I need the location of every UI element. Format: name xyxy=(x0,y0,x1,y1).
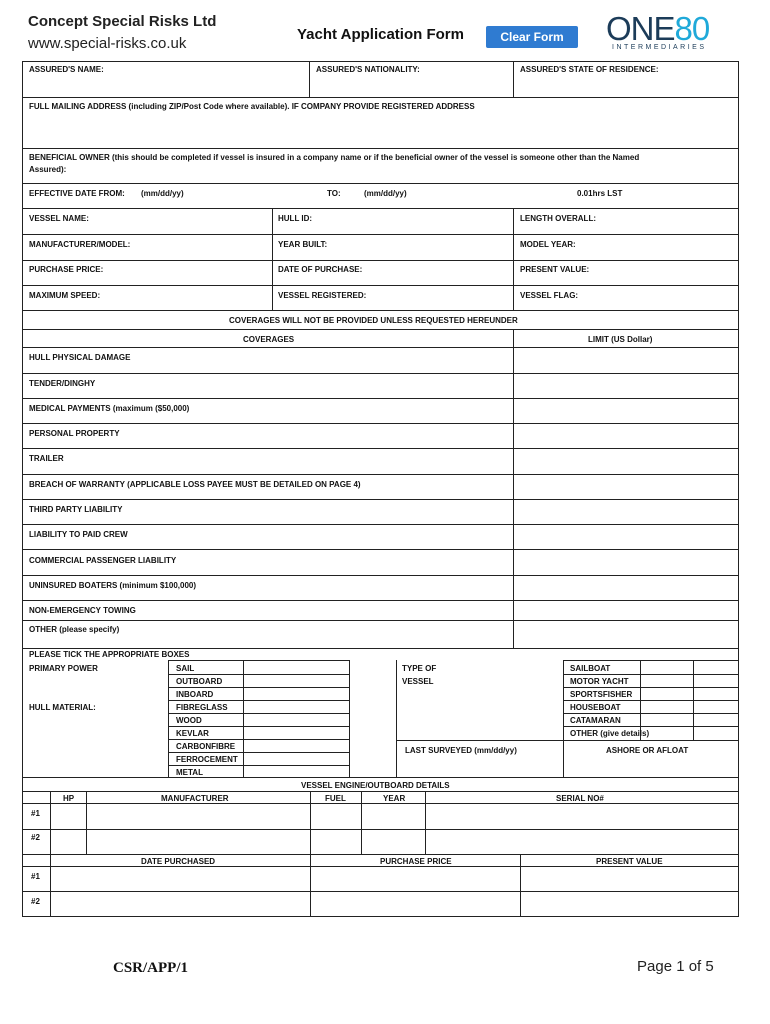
model-year-label: MODEL YEAR: xyxy=(520,240,576,249)
type-option-sportsfisher: SPORTSFISHER xyxy=(570,690,633,699)
hull-material-label: HULL MATERIAL: xyxy=(29,703,96,712)
power-option-inboard: INBOARD xyxy=(176,690,214,699)
company-url[interactable]: www.special-risks.co.uk xyxy=(28,35,187,52)
form-code: CSR/APP/1 xyxy=(113,960,188,976)
engine-row-label: #1 xyxy=(31,809,40,818)
coverages-notice: COVERAGES WILL NOT BE PROVIDED UNLESS REQUESTED HEREUNDER xyxy=(229,316,518,325)
hull-option-fibreglass: FIBREGLASS xyxy=(176,703,228,712)
power-option-outboard: OUTBOARD xyxy=(176,677,223,686)
purchase-price-column-header: PURCHASE PRICE xyxy=(380,857,452,866)
manufacturer-column-header: MANUFACTURER xyxy=(161,794,229,803)
hp-column-header: HP xyxy=(63,794,75,803)
coverage-item: COMMERCIAL PASSENGER LIABILITY xyxy=(29,556,177,565)
logo-text-accent: 80 xyxy=(674,10,710,47)
engine-row-label: #2 xyxy=(31,897,40,906)
hull-option-wood: WOOD xyxy=(176,716,202,725)
maximum-speed-label: MAXIMUM SPEED: xyxy=(29,291,101,300)
tick-boxes-heading: PLEASE TICK THE APPROPRIATE BOXES xyxy=(29,650,190,659)
ashore-afloat-label: ASHORE OR AFLOAT xyxy=(606,746,689,755)
manufacturer-model-label: MANUFACTURER/MODEL: xyxy=(29,240,131,249)
power-option-sail: SAIL xyxy=(176,664,195,673)
one80-logo xyxy=(606,12,709,46)
wood-checkbox[interactable] xyxy=(244,714,349,726)
type-of-vessel-label: TYPE OF xyxy=(402,664,437,673)
primary-power-label: PRIMARY POWER xyxy=(29,664,98,673)
ferrocement-checkbox[interactable] xyxy=(244,753,349,765)
coverage-item: THIRD PARTY LIABILITY xyxy=(29,505,123,514)
houseboat-checkbox[interactable] xyxy=(641,701,693,713)
coverage-item: MEDICAL PAYMENTS (maximum ($50,000) xyxy=(29,404,190,413)
type-of-vessel-label-cont: VESSEL xyxy=(402,677,434,686)
fuel-column-header: FUEL xyxy=(325,794,346,803)
from-date-format: (mm/dd/yy) xyxy=(141,189,184,198)
hull-option-kevlar: KEVLAR xyxy=(176,729,209,738)
present-value-label: PRESENT VALUE: xyxy=(520,265,590,274)
fibreglass-checkbox[interactable] xyxy=(244,701,349,713)
date-of-purchase-label: DATE OF PURCHASE: xyxy=(278,265,363,274)
vessel-registered-label: VESSEL REGISTERED: xyxy=(278,291,367,300)
assured-nationality-label: ASSURED'S NATIONALITY: xyxy=(316,65,420,74)
limit-column-header: LIMIT (US Dollar) xyxy=(588,335,653,344)
coverage-item: OTHER (please specify) xyxy=(29,625,120,634)
year-built-label: YEAR BUILT: xyxy=(278,240,328,249)
engine-details-heading: VESSEL ENGINE/OUTBOARD DETAILS xyxy=(301,781,450,790)
type-option-other: OTHER (give details) xyxy=(570,729,650,738)
vessel-name-label: VESSEL NAME: xyxy=(29,214,89,223)
coverage-item: TRAILER xyxy=(29,454,64,463)
sail-checkbox[interactable] xyxy=(244,661,349,674)
engine-row-label: #2 xyxy=(31,833,40,842)
type-option-houseboat: HOUSEBOAT xyxy=(570,703,621,712)
effective-from-label: EFFECTIVE DATE FROM: xyxy=(29,189,125,198)
coverage-item: TENDER/DINGHY xyxy=(29,379,96,388)
hull-id-label: HULL ID: xyxy=(278,214,313,223)
coverage-item: LIABILITY TO PAID CREW xyxy=(29,530,128,539)
coverage-item: UNINSURED BOATERS (minimum $100,000) xyxy=(29,581,196,590)
hull-option-carbonfibre: CARBONFIBRE xyxy=(176,742,236,751)
sportsfisher-checkbox[interactable] xyxy=(641,688,693,700)
purchase-price-label: PURCHASE PRICE: xyxy=(29,265,104,274)
assured-residence-label: ASSURED'S STATE OF RESIDENCE: xyxy=(520,65,659,74)
type-option-catamaran: CATAMARAN xyxy=(570,716,621,725)
sailboat-checkbox[interactable] xyxy=(641,661,693,674)
outboard-checkbox[interactable] xyxy=(244,675,349,687)
to-date-format: (mm/dd/yy) xyxy=(364,189,407,198)
company-name: Concept Special Risks Ltd xyxy=(28,13,217,30)
serial-column-header: SERIAL NO# xyxy=(556,794,604,803)
clear-form-button[interactable]: Clear Form xyxy=(486,26,578,48)
beneficial-owner-label: BENEFICIAL OWNER (this should be completed if vessel is insured in a company name or if the beneficial owner of the vessel is someone other than the Named xyxy=(29,153,640,162)
catamaran-checkbox[interactable] xyxy=(641,714,693,726)
engine-row-label: #1 xyxy=(31,872,40,881)
lst-label: 0.01hrs LST xyxy=(577,189,623,198)
date-purchased-column-header: DATE PURCHASED xyxy=(141,857,216,866)
present-value-column-header: PRESENT VALUE xyxy=(596,857,663,866)
logo-subtext: INTERMEDIARIES xyxy=(612,44,707,51)
inboard-checkbox[interactable] xyxy=(244,688,349,700)
carbonfibre-checkbox[interactable] xyxy=(244,740,349,752)
coverage-item: HULL PHYSICAL DAMAGE xyxy=(29,353,131,362)
length-overall-label: LENGTH OVERALL: xyxy=(520,214,596,223)
logo-text-main: ONE xyxy=(606,10,675,47)
last-surveyed-label: LAST SURVEYED (mm/dd/yy) xyxy=(405,746,517,755)
coverage-item: BREACH OF WARRANTY (APPLICABLE LOSS PAYEE MUST BE DETAILED ON PAGE 4) xyxy=(29,480,361,489)
year-column-header: YEAR xyxy=(383,794,406,803)
page-number: Page 1 of 5 xyxy=(637,958,714,975)
kevlar-checkbox[interactable] xyxy=(244,727,349,739)
coverages-column-header: COVERAGES xyxy=(243,335,295,344)
hull-option-ferrocement: FERROCEMENT xyxy=(176,755,238,764)
motor-yacht-checkbox[interactable] xyxy=(641,675,693,687)
metal-checkbox[interactable] xyxy=(244,766,349,777)
vessel-flag-label: VESSEL FLAG: xyxy=(520,291,579,300)
hull-option-metal: METAL xyxy=(176,768,203,777)
mailing-address-label: FULL MAILING ADDRESS (including ZIP/Post Code where available). IF COMPANY PROVIDE REGISTERED ADDRESS xyxy=(29,102,475,111)
other-type-checkbox[interactable] xyxy=(641,727,693,740)
to-label: TO: xyxy=(327,189,341,198)
assured-name-label: ASSURED'S NAME: xyxy=(29,65,104,74)
coverage-item: NON-EMERGENCY TOWING xyxy=(29,606,136,615)
coverage-item: PERSONAL PROPERTY xyxy=(29,429,120,438)
type-option-sailboat: SAILBOAT xyxy=(570,664,611,673)
beneficial-owner-label-cont: Assured): xyxy=(29,165,67,174)
type-option-motor-yacht: MOTOR YACHT xyxy=(570,677,629,686)
form-title: Yacht Application Form xyxy=(297,26,464,43)
